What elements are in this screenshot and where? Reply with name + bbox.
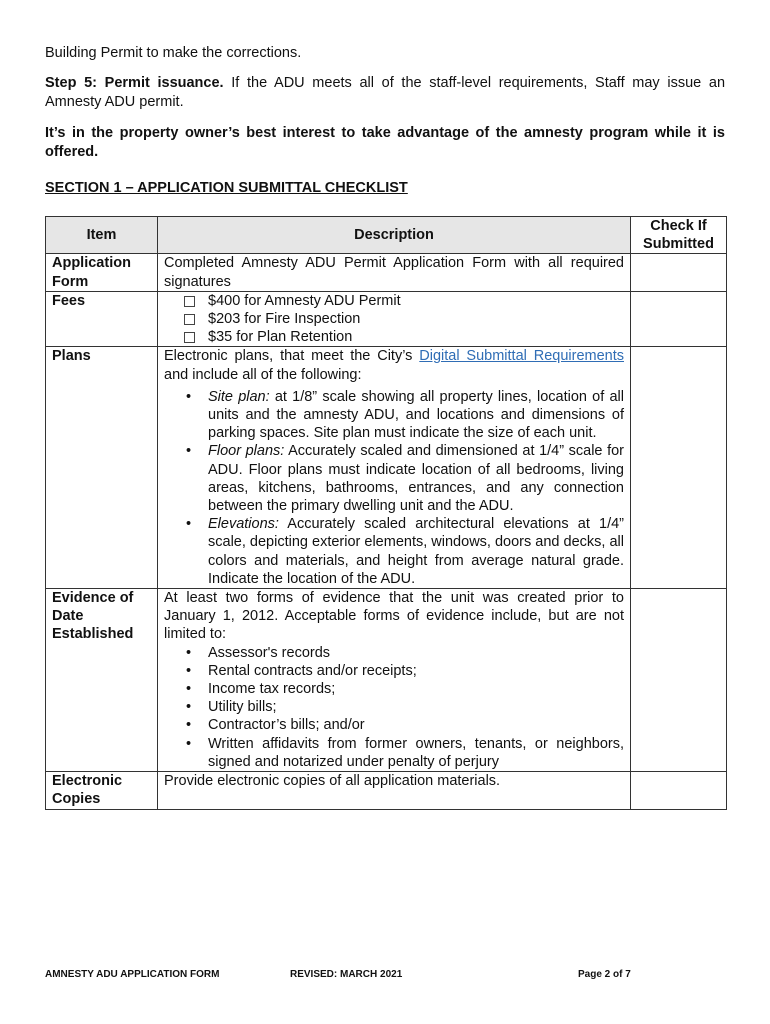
fee-option: $203 for Fire Inspection <box>164 310 624 328</box>
step5-label: Step 5: Permit issuance. <box>45 75 224 91</box>
desc-application-form: Completed Amnesty ADU Permit Application Form with all required signatures <box>158 254 631 291</box>
check-cell-plans[interactable] <box>631 347 727 589</box>
check-cell-evidence[interactable] <box>631 589 727 772</box>
fee-option: $35 for Plan Retention <box>164 328 624 346</box>
check-cell-fees[interactable] <box>631 291 727 347</box>
checkbox-icon[interactable] <box>184 296 195 307</box>
fee-option: $400 for Amnesty ADU Permit <box>164 292 624 310</box>
item-evidence: Evidence of Date Established <box>46 589 158 772</box>
table-row <box>46 254 727 291</box>
checkbox-icon[interactable] <box>184 332 195 343</box>
digital-submittal-link[interactable]: Digital Submittal Requirements <box>419 348 624 365</box>
table-row <box>46 347 727 589</box>
item-plans: Plans <box>46 347 158 589</box>
item-fees: Fees <box>46 291 158 347</box>
item-application-form: Application Form <box>46 254 158 291</box>
table-row <box>46 589 727 772</box>
header-item: Item <box>46 217 158 254</box>
step5-text: If the ADU meets all of the staff-level requirements, Staff may issue an Amnesty ADU permit. <box>45 75 726 110</box>
list-item: • Utility bills; <box>164 698 624 716</box>
checkbox-icon[interactable] <box>184 314 195 325</box>
footer-form-name: AMNESTY ADU APPLICATION FORM <box>45 969 220 980</box>
section-title: SECTION 1 – APPLICATION SUBMITTAL CHECKLIST <box>45 180 408 196</box>
list-item: • Written affidavits from former owners, tenants, or neighbors, signed and notarized under penalty of perjury <box>164 735 624 771</box>
footer-revised: REVISED: MARCH 2021 <box>290 969 403 980</box>
check-cell-application-form[interactable] <box>631 254 727 291</box>
interest-note: It’s in the property owner’s best interest to take advantage of the amnesty program while it is offered. <box>45 125 725 160</box>
submittal-checklist-table <box>45 216 727 810</box>
carryover-text: Building Permit to make the corrections. <box>45 45 302 61</box>
header-check: Check If Submitted <box>631 217 727 254</box>
list-item: • Rental contracts and/or receipts; <box>164 662 624 680</box>
step5-paragraph <box>45 74 725 112</box>
desc-plans: Electronic plans, that meet the City’s Digital Submittal Requirements and include all of the following: • Site plan: at 1/8” scale showing all property lines, location of all units and the amnesty ADU, and locations and dimensions of parking spaces. Site plan must indicate the size of each unit. • Floor plans: Accurately scaled and dimensioned at 1/4” scale for ADU. Floor plans must indicate location of all bedrooms, living areas, kitchens, bathrooms, entrances, and any connection between the primary dwelling unit and the ADU. • Elevations: Accurately scaled architectural elevations at 1/4” scale, depicting exterior elements, windows, doors and decks, all colors and materials, and height from average natural grade. Indicate the location of the ADU. <box>158 347 631 589</box>
list-item: • Elevations: Accurately scaled architectural elevations at 1/4” scale, depicting exterior elements, windows, doors and decks, all colors and materials, and height from average natural grade. Indicate the location of the ADU. <box>164 515 624 588</box>
table-header-row <box>46 217 727 254</box>
footer-page-number: Page 2 of 7 <box>578 969 631 980</box>
desc-fees <box>158 291 631 347</box>
document-page <box>45 44 725 810</box>
list-item: • Income tax records; <box>164 680 624 698</box>
list-item: • Assessor's records <box>164 644 624 662</box>
list-item: • Site plan: at 1/8” scale showing all property lines, location of all units and the amnesty ADU, and locations and dimensions of parking spaces. Site plan must indicate the size of each unit. <box>164 388 624 443</box>
desc-evidence: At least two forms of evidence that the unit was created prior to January 1, 2012. Acceptable forms of evidence include, but are not limited to: • Assessor's records • Rental contracts and/or receipts; • Income tax records; • Utility bills; • Contractor’s bills; and/or • Written affidavits from former owners, tenants, or neighbors, signed and notarized under penalty of perjury <box>158 589 631 772</box>
table-row <box>46 291 727 347</box>
check-cell-electronic-copies[interactable] <box>631 772 727 809</box>
list-item: • Contractor’s bills; and/or <box>164 716 624 734</box>
item-electronic-copies: Electronic Copies <box>46 772 158 809</box>
list-item: • Floor plans: Accurately scaled and dimensioned at 1/4” scale for ADU. Floor plans must indicate location of all bedrooms, living areas, kitchens, bathrooms, entrances, and any connection between the primary dwelling unit and the ADU. <box>164 442 624 515</box>
header-description: Description <box>158 217 631 254</box>
desc-electronic-copies: Provide electronic copies of all application materials. <box>158 772 631 809</box>
table-row <box>46 772 727 809</box>
